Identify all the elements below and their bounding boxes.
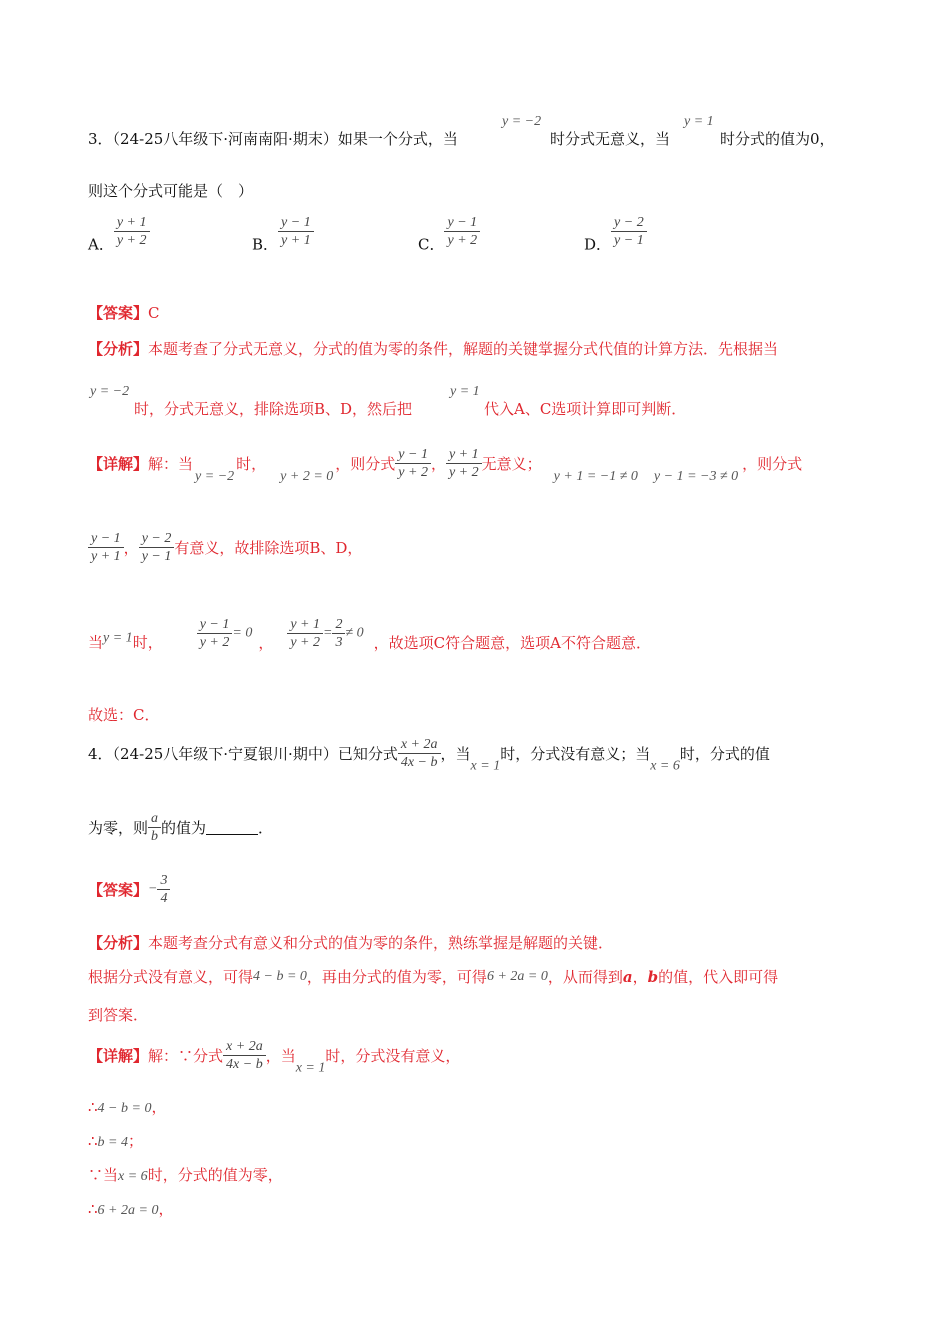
q3-stem-line2: 则这个分式可能是（ ） (88, 182, 254, 200)
q4-stem-a: 已知分式 (337, 745, 398, 763)
analysis-var: a (622, 968, 633, 986)
detail-fraction: $\frac{y - 1}{y + 2}$ (197, 616, 233, 651)
detail-tag: 【详解】 (88, 455, 149, 473)
q3-analysis-line1 (88, 338, 778, 359)
detail-math: y = 1 (103, 630, 133, 646)
detail-fraction: $\frac{y + 1}{y + 2}$ (446, 446, 482, 481)
answer-sign: − (148, 881, 158, 897)
q4-stem-line2 (88, 810, 273, 845)
analysis-math: 4 − b = 0 (253, 969, 307, 984)
q3-cond2: y = 1 (684, 114, 714, 129)
detail-math: y + 1 = −1 ≠ 0 (553, 468, 638, 484)
detail-text: 解：∵分式 (148, 1047, 224, 1065)
therefore-icon: ∴ (88, 1200, 98, 1218)
q4-fraction: $\frac{x + 2a}{4x - b}$ (398, 736, 441, 771)
q4-cond1: x = 1 (470, 758, 501, 774)
analysis-text: 本题考查了分式无意义，分式的值为零的条件，解题的关键掌握分式代值的计算方法．先根据当 (148, 340, 779, 358)
step-end: ， (158, 1200, 174, 1218)
q4-stem-c: 时，分式没有意义；当 (500, 745, 651, 763)
detail-text: 时， (236, 455, 267, 473)
detail-fraction: $\frac{y + 1}{y + 2}$ (287, 616, 323, 651)
detail-text: 无意义； (481, 455, 542, 473)
q3-stem-b: 时分式无意义，当 (550, 130, 671, 148)
q3-answer (88, 302, 160, 323)
q3-stem-c: 时分式的值为0， (720, 130, 835, 148)
detail-text: 当 (88, 633, 104, 652)
q4-step2 (88, 1130, 143, 1151)
q3-stem-a: 如果一个分式，当 (337, 130, 458, 148)
detail-math: x = 1 (295, 1060, 326, 1076)
step-math: b = 4 (97, 1135, 128, 1150)
step-math: x = 6 (118, 1169, 148, 1184)
detail-math: ≠ 0 (345, 625, 364, 641)
detail-fraction: $\frac{y - 1}{y + 1}$ (88, 530, 124, 565)
q4-analysis-line3: 到答案． (88, 1006, 149, 1024)
detail-text: 时，分式没有意义， (325, 1047, 461, 1065)
therefore-icon: ∴ (88, 1098, 98, 1116)
q3-option-a[interactable] (88, 214, 150, 255)
q3-option-b[interactable] (252, 214, 314, 255)
q3-number: 3． (88, 130, 113, 148)
q4-ab-fraction: $\frac{a}{b}$ (148, 810, 161, 845)
q4-answer (88, 872, 170, 907)
detail-fraction: $\frac{y - 1}{y + 2}$ (395, 446, 431, 481)
q4-analysis-line1 (88, 932, 613, 953)
answer-fraction: $\frac{3}{4}$ (157, 872, 170, 907)
detail-math: y + 2 = 0 (280, 468, 334, 484)
option-fraction: $\frac{y - 2}{y - 1}$ (611, 214, 647, 249)
q3-analysis-math2: y = 1 (450, 384, 480, 399)
detail-sep: ， (430, 455, 446, 473)
step-end: 时，分式的值为零， (147, 1166, 283, 1184)
detail-fraction: $\frac{x + 2a}{4x - b}$ (223, 1038, 266, 1073)
detail-text: 时， (132, 633, 163, 652)
analysis-var: b (647, 968, 659, 986)
q3-analysis-math1: y = −2 (90, 384, 130, 399)
q3-analysis-text2: 时，分式无意义，排除选项B、D，然后把 (134, 400, 413, 418)
q4-detail-line1 (88, 1038, 460, 1077)
detail-sep: ， (123, 539, 139, 557)
option-label: C． (418, 235, 445, 254)
analysis-text: ， (632, 968, 648, 986)
detail-sep: ， (258, 633, 274, 652)
q3-conclusion: 故选：C． (88, 706, 160, 724)
detail-math: y = −2 (195, 468, 235, 484)
step-math: 6 + 2a = 0 (97, 1203, 159, 1218)
step-math: 4 − b = 0 (97, 1101, 152, 1116)
answer-tag: 【答案】 (88, 304, 149, 322)
answer-value: C (148, 304, 160, 322)
option-fraction: $\frac{y - 1}{y + 2}$ (444, 214, 480, 249)
option-fraction: $\frac{y - 1}{y + 1}$ (278, 214, 314, 249)
q4-stem-f: 的值为 (161, 819, 207, 837)
analysis-text: ，再由分式的值为零，可得 (306, 968, 487, 986)
analysis-text: ，从而得到 (547, 968, 623, 986)
answer-blank[interactable] (206, 820, 258, 835)
option-fraction: $\frac{y + 1}{y + 2}$ (114, 214, 150, 249)
q3-option-d[interactable] (584, 214, 647, 255)
q4-stem-d: 时，分式的值 (679, 745, 770, 763)
detail-text: ，则分式 (335, 455, 396, 473)
option-label: A． (88, 235, 114, 254)
analysis-text: 根据分式没有意义，可得 (88, 968, 254, 986)
detail-tag: 【详解】 (88, 1047, 149, 1065)
q4-number: 4． (88, 745, 113, 763)
analysis-tag: 【分析】 (88, 934, 149, 952)
detail-text: ，则分式 (742, 455, 803, 473)
q3-detail-line3 (88, 616, 651, 653)
q4-source: （24-25八年级下·宁夏银川·期中） (112, 745, 338, 763)
q4-step3 (88, 1164, 283, 1185)
q4-step1 (88, 1096, 166, 1117)
q3-source: （24-25八年级下·河南南阳·期末） (112, 130, 338, 148)
detail-text: 解：当 (148, 455, 194, 473)
q3-option-c[interactable] (418, 214, 480, 255)
because-text: ∵当 (88, 1166, 119, 1184)
answer-tag: 【答案】 (88, 881, 149, 899)
q3-stem-line1 (88, 128, 458, 149)
analysis-math: 6 + 2a = 0 (486, 969, 548, 984)
q3-detail-line2 (88, 530, 362, 565)
detail-math: y − 1 = −3 ≠ 0 (653, 468, 739, 484)
analysis-text: 的值，代入即可得 (658, 968, 779, 986)
q4-stem-line1 (88, 736, 770, 775)
detail-text: ，当 (265, 1047, 296, 1065)
option-label: D． (584, 235, 612, 254)
detail-math: = (323, 625, 333, 641)
analysis-text: 本题考查分式有意义和分式的值为零的条件，熟练掌握是解题的关键． (148, 934, 614, 952)
detail-text: ，故选项C符合题意，选项A不符合题意． (373, 633, 651, 652)
detail-fraction: $\frac{y - 2}{y - 1}$ (139, 530, 175, 565)
q3-detail-line1 (88, 446, 802, 485)
q4-step4 (88, 1198, 173, 1219)
therefore-icon: ∴ (88, 1132, 98, 1150)
detail-text: 有意义，故排除选项B、D， (174, 539, 363, 557)
detail-fraction: $\frac{2}{3}$ (332, 616, 345, 651)
q4-stem-g: ． (258, 819, 274, 837)
q4-stem-e: 为零，则 (88, 819, 149, 837)
q4-analysis-line2 (88, 966, 778, 987)
analysis-tag: 【分析】 (88, 340, 149, 358)
q3-cond1: y = −2 (502, 114, 542, 129)
q4-cond2: x = 6 (650, 758, 680, 774)
detail-math: = 0 (232, 625, 253, 641)
step-end: ； (128, 1132, 144, 1150)
step-end: ， (151, 1098, 167, 1116)
option-label: B． (252, 235, 279, 254)
q3-analysis-text3: 代入A、C选项计算即可判断． (484, 400, 687, 418)
q4-stem-b: ，当 (440, 745, 471, 763)
